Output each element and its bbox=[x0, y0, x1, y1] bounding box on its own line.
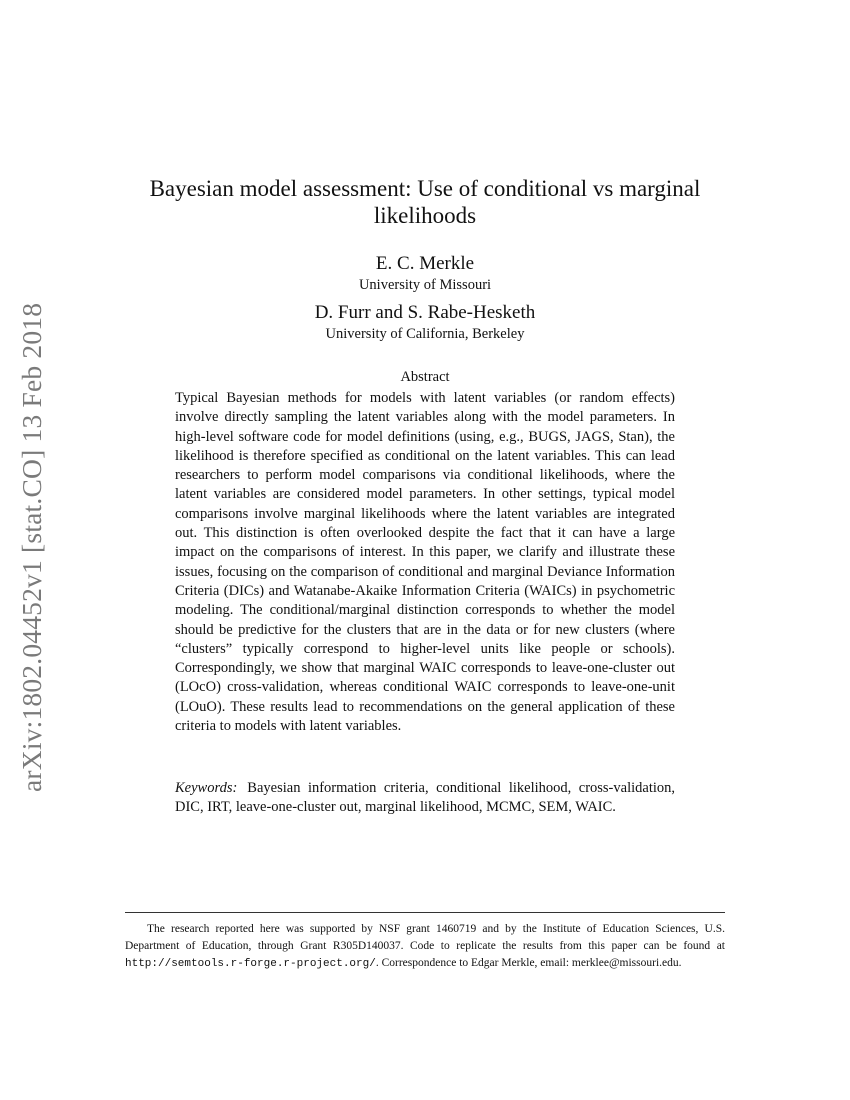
footnote-divider bbox=[125, 912, 725, 913]
author-affiliation-1: University of Missouri bbox=[358, 277, 492, 293]
author-affiliation-2: University of California, Berkeley bbox=[325, 326, 525, 342]
arxiv-identifier-stamp: arXiv:1802.04452v1 [stat.CO] 13 Feb 2018 bbox=[16, 302, 47, 792]
footnote bbox=[125, 921, 725, 973]
paper-title: Bayesian model assessment: Use of conditional vs marginal likelihoods bbox=[149, 176, 701, 228]
author-name-2: D. Furr and S. Rabe-Hesketh bbox=[314, 302, 536, 323]
keywords-label: Keywords: bbox=[175, 780, 238, 796]
keywords-text: Bayesian information criteria, conditional likelihood, cross-validation, DIC, IRT, leave-one-cluster out, marginal likelihood, MCMC, SEM, WAIC. bbox=[175, 780, 675, 816]
author-block bbox=[200, 252, 650, 350]
keywords-block bbox=[175, 779, 675, 818]
author-name-1: E. C. Merkle bbox=[375, 253, 475, 274]
abstract-heading: Abstract bbox=[400, 369, 450, 385]
abstract-text: Typical Bayesian methods for models with latent variables (or random effects) involve directly sampling the latent variables along with the model parameters. In high-level software code for model definitions (using, e.g., BUGS, JAGS, Stan), the likelihood is therefore specified as conditional on the latent variables. This can lead researchers to perform model comparisons via conditional likelihoods, where the latent variables are considered model parameters. In other settings, typical model comparisons involve marginal likelihoods where the latent variables are integrated out. This distinction is often overlooked despite the fact that it can have a large impact on the comparisons of interest. In this paper, we clarify and illustrate these issues, focusing on the comparison of conditional and marginal Deviance Information Criteria (DICs) and Watanabe-Akaike Information Criteria (WAICs) in psychometric modeling. The conditional/marginal distinction corresponds to whether the model should be predictive for the clusters that are in the data or for new clusters (where “clusters” typically correspond to higher-level units like people or schools). Correspondingly, we show that marginal WAIC corresponds to leave-one-cluster out (LOcO) cross-validation, whereas conditional WAIC corresponds to leave-one-unit (LOuO). These results lead to recommendations on the general application of these criteria to models with latent variables. bbox=[175, 390, 675, 735]
footnote-text-end: . Correspondence to Edgar Merkle, email: merklee@missouri.edu. bbox=[375, 957, 682, 969]
footnote-text-start: The research reported here was supported by NSF grant 1460719 and by the Institute of Education Sciences, U.S. Department of Education, through Grant R305D140037. Code to replicate the results from this paper can be found at bbox=[125, 923, 725, 952]
footnote-code-url[interactable]: http://semtools.r-forge.r-project.org/ bbox=[125, 958, 376, 970]
